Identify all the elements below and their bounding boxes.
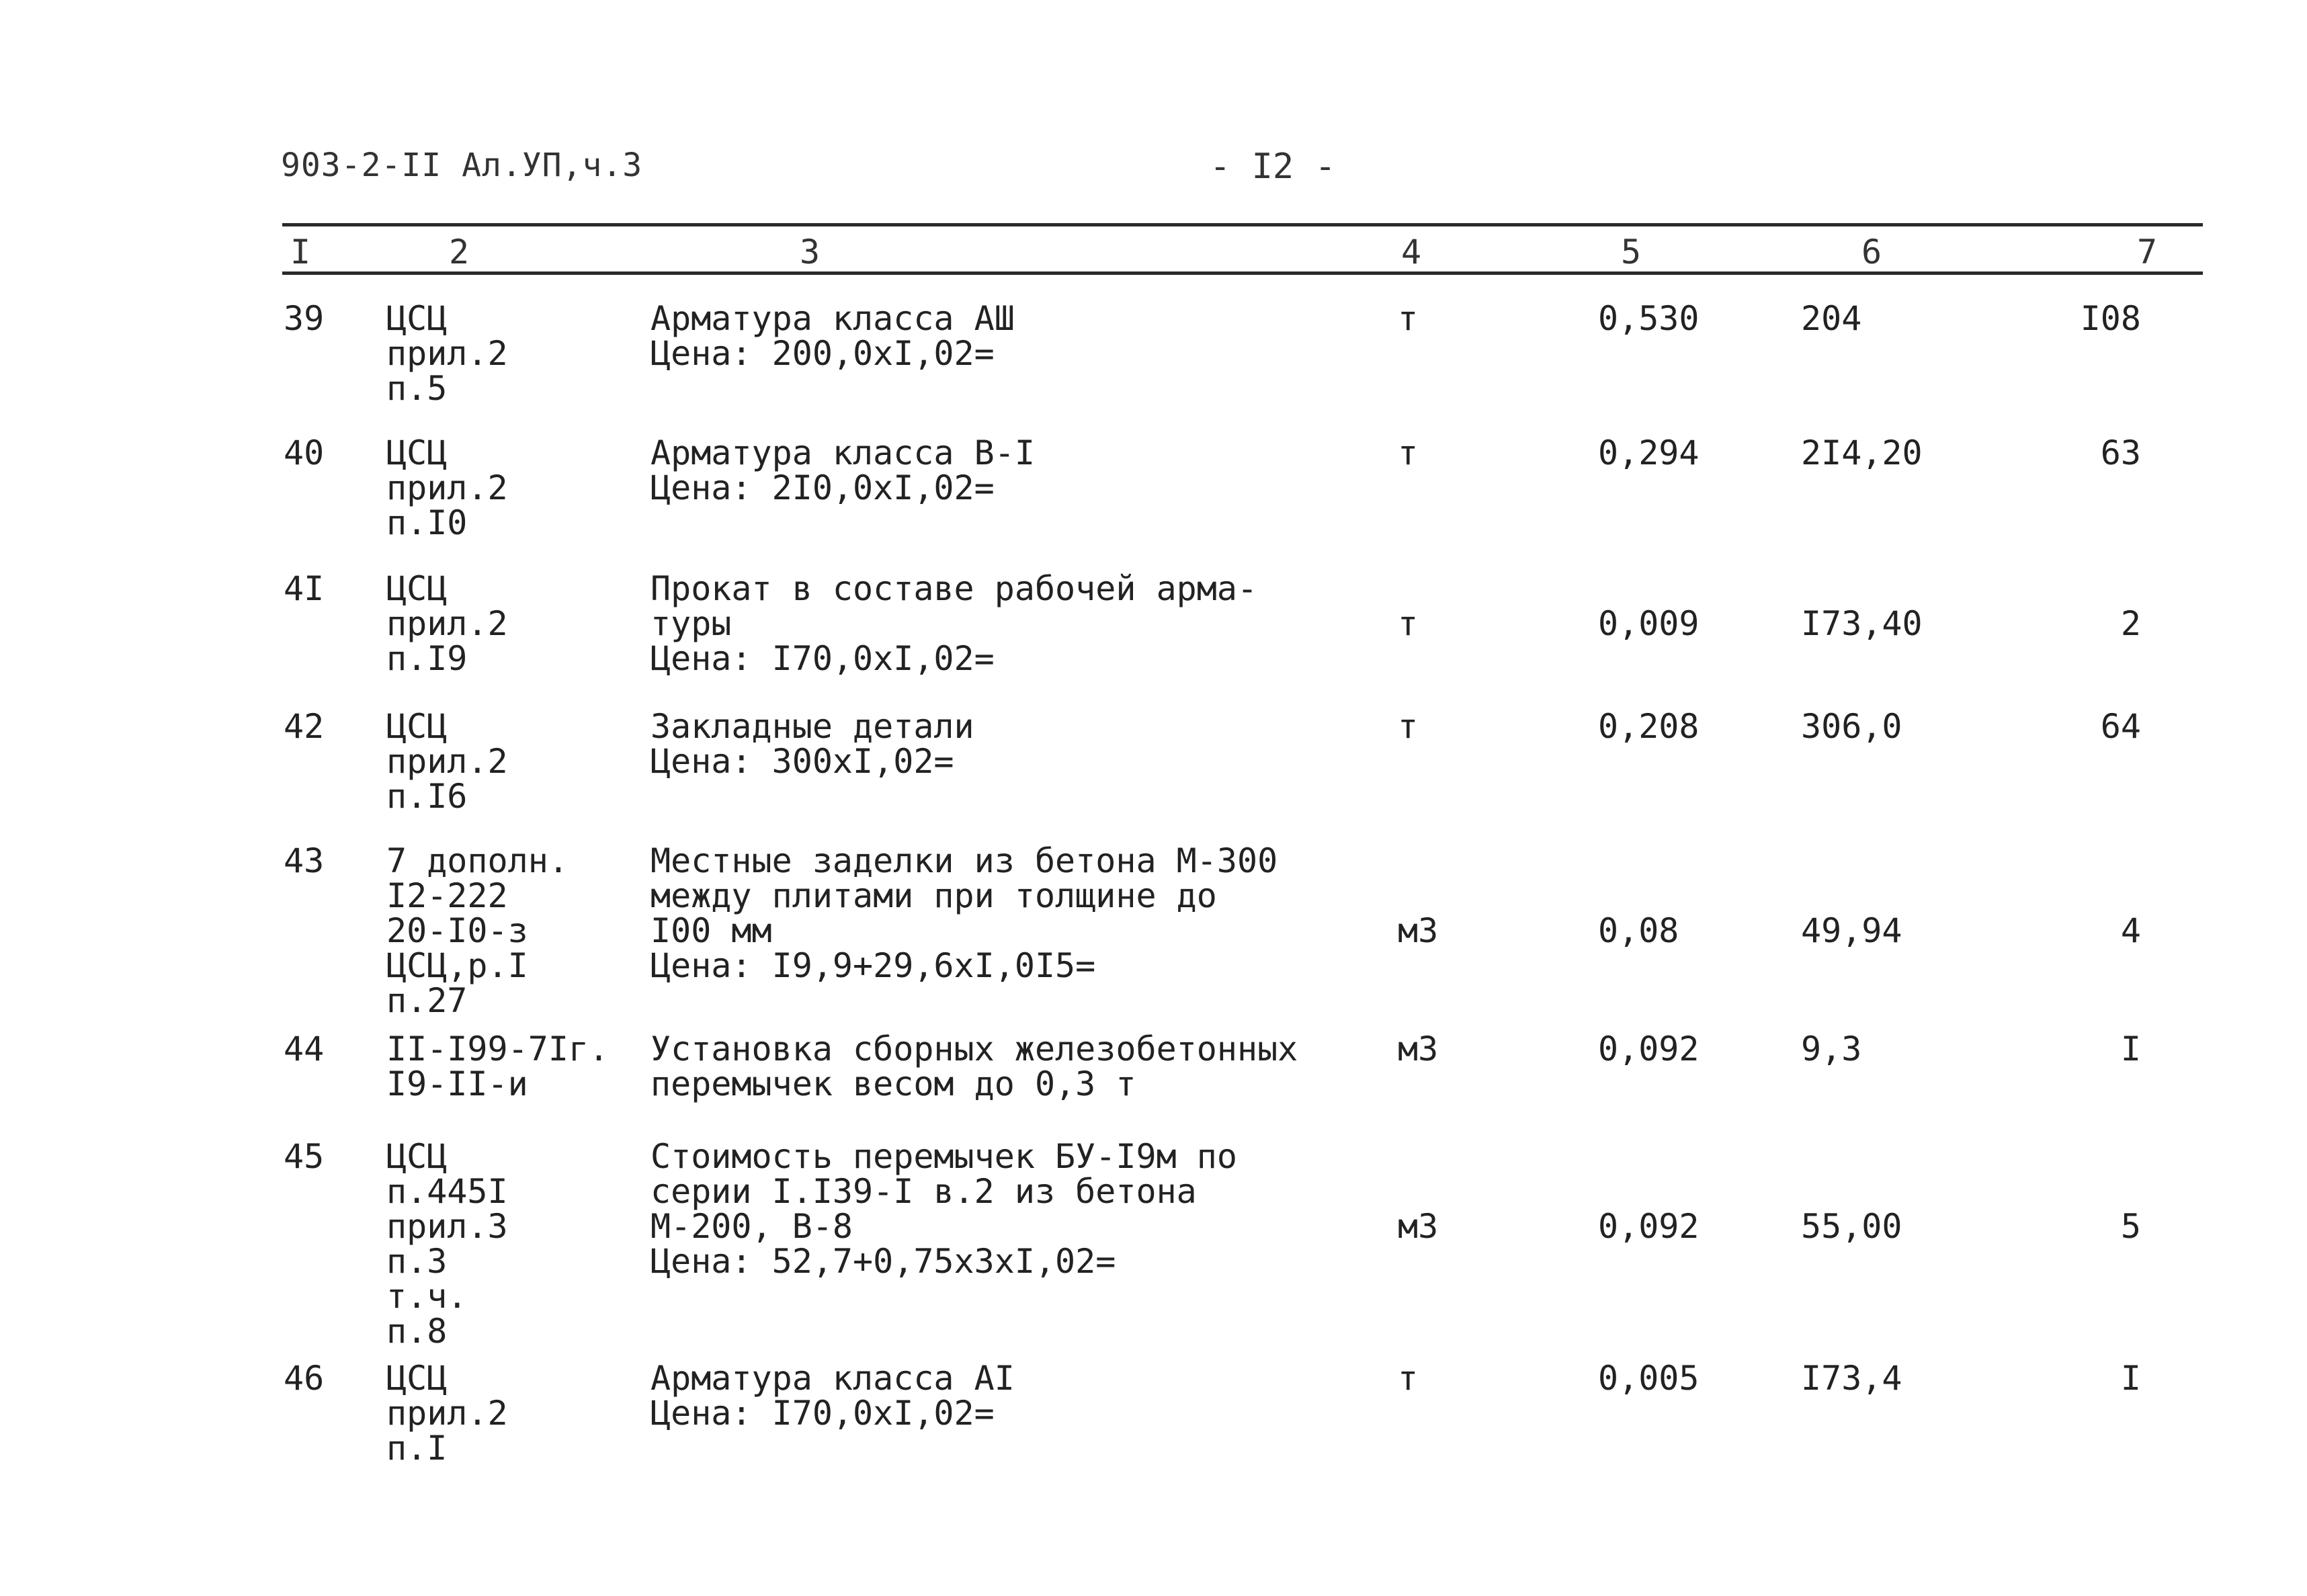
unit-cell: т	[1398, 707, 1419, 746]
reference-cell-line: п.I6	[386, 777, 468, 816]
description-cell	[651, 843, 1277, 983]
column-header-3: 3	[800, 233, 821, 271]
table-header-rule	[282, 271, 2203, 275]
row-number: 46	[284, 1359, 325, 1398]
row-number: 44	[284, 1030, 325, 1068]
reference-cell-line: ЦСЦ	[386, 707, 448, 746]
column-header-7: 7	[2137, 233, 2158, 271]
reference-cell	[386, 843, 569, 1018]
reference-cell-line: ЦСЦ	[386, 1359, 448, 1398]
unit-cell: т	[1398, 604, 1419, 643]
reference-cell-line: II-I99-7Iг.	[386, 1030, 610, 1068]
reference-cell-line: I2-222	[386, 876, 508, 915]
description-cell-line: туры	[651, 604, 732, 643]
total-cost-cell: I	[2120, 1030, 2141, 1068]
unit-cell: т	[1398, 1359, 1419, 1398]
column-header-5: 5	[1621, 233, 1642, 271]
reference-cell-line: 20-I0-з	[386, 911, 528, 950]
column-header-4: 4	[1401, 233, 1422, 271]
reference-cell-line: п.27	[386, 981, 468, 1020]
row-number: 40	[284, 433, 325, 472]
description-cell	[651, 709, 974, 779]
description-cell-line: Цена: I70,0хI,02=	[651, 1394, 995, 1433]
quantity-cell: 0,009	[1598, 604, 1700, 643]
description-cell-line: Цена: 52,7+0,75х3хI,02=	[651, 1242, 1116, 1281]
table-top-rule	[282, 223, 2203, 226]
reference-cell-line: п.I	[386, 1429, 448, 1468]
unit-price-cell: 2I4,20	[1801, 433, 1923, 472]
description-cell-line: Арматура класса АI	[651, 1359, 1015, 1398]
quantity-cell: 0,530	[1598, 299, 1700, 338]
description-cell-line: I00 мм	[651, 911, 772, 950]
unit-cell: м3	[1398, 911, 1439, 950]
reference-cell	[386, 1032, 609, 1101]
reference-cell-line: т.ч.	[386, 1277, 468, 1316]
column-header-6: 6	[1861, 233, 1882, 271]
description-cell-line: между плитами при толщине до	[651, 876, 1217, 915]
row-number: 4I	[284, 569, 325, 608]
row-number: 42	[284, 707, 325, 746]
reference-cell-line: п.I0	[386, 503, 468, 542]
reference-cell-line: ЦСЦ	[386, 299, 448, 338]
description-cell	[651, 1361, 1015, 1431]
reference-cell	[386, 301, 508, 406]
reference-cell-line: 7 дополн.	[386, 841, 569, 880]
reference-cell-line: прил.3	[386, 1207, 508, 1246]
reference-cell-line: ЦСЦ	[386, 433, 448, 472]
reference-cell	[386, 709, 508, 814]
reference-cell-line: прил.2	[386, 334, 508, 373]
page-number: - I2 -	[1210, 146, 1336, 187]
description-cell-line: М-200, В-8	[651, 1207, 853, 1246]
reference-cell-line: прил.2	[386, 1394, 508, 1433]
unit-price-cell: I73,40	[1801, 604, 1923, 643]
description-cell-line: Цена: 2I0,0хI,02=	[651, 468, 995, 507]
row-number: 39	[284, 299, 325, 338]
description-cell-line: серии I.I39-I в.2 из бетона	[651, 1172, 1197, 1211]
reference-cell	[386, 435, 508, 540]
column-header-2: 2	[449, 233, 470, 271]
unit-price-cell: I73,4	[1801, 1359, 1902, 1398]
unit-cell: т	[1398, 433, 1419, 472]
total-cost-cell: 5	[2120, 1207, 2141, 1246]
total-cost-cell: 4	[2120, 911, 2141, 950]
total-cost-cell: 2	[2120, 604, 2141, 643]
total-cost-cell: 64	[2100, 707, 2141, 746]
quantity-cell: 0,08	[1598, 911, 1679, 950]
unit-price-cell: 55,00	[1801, 1207, 1902, 1246]
unit-cell: м3	[1398, 1030, 1439, 1068]
row-number: 45	[284, 1137, 325, 1176]
description-cell-line: Цена: I70,0хI,02=	[651, 639, 995, 678]
reference-cell-line: п.5	[386, 369, 448, 408]
reference-cell-line: п.3	[386, 1242, 448, 1281]
unit-cell: м3	[1398, 1207, 1439, 1246]
reference-cell-line: ЦСЦ,р.I	[386, 946, 528, 985]
unit-price-cell: 204	[1801, 299, 1862, 338]
reference-cell-line: п.8	[386, 1312, 448, 1351]
total-cost-cell: I08	[2080, 299, 2141, 338]
description-cell	[651, 1032, 1298, 1101]
unit-price-cell: 9,3	[1801, 1030, 1862, 1068]
total-cost-cell: I	[2120, 1359, 2141, 1398]
description-cell-line: Цена: I9,9+29,6хI,0I5=	[651, 946, 1096, 985]
description-cell-line: Прокат в составе рабочей арма-	[651, 569, 1258, 608]
description-cell-line: Закладные детали	[651, 707, 974, 746]
unit-price-cell: 49,94	[1801, 911, 1902, 950]
reference-cell-line: ЦСЦ	[386, 1137, 448, 1176]
total-cost-cell: 63	[2100, 433, 2141, 472]
row-number: 43	[284, 841, 325, 880]
reference-cell-line: I9-II-и	[386, 1064, 528, 1103]
quantity-cell: 0,092	[1598, 1030, 1700, 1068]
description-cell	[651, 301, 1015, 371]
description-cell-line: Цена: 300хI,02=	[651, 742, 954, 781]
unit-price-cell: 306,0	[1801, 707, 1902, 746]
reference-cell	[386, 1139, 508, 1349]
description-cell-line: Арматура класса АШ	[651, 299, 1015, 338]
description-cell	[651, 1139, 1237, 1279]
column-header-1: I	[290, 233, 311, 271]
description-cell-line: Установка сборных железобетонных	[651, 1030, 1298, 1068]
description-cell-line: Стоимость перемычек БУ-I9м по	[651, 1137, 1237, 1176]
quantity-cell: 0,294	[1598, 433, 1700, 472]
reference-cell-line: ЦСЦ	[386, 569, 448, 608]
description-cell-line: Цена: 200,0хI,02=	[651, 334, 995, 373]
quantity-cell: 0,208	[1598, 707, 1700, 746]
reference-cell-line: п.I9	[386, 639, 468, 678]
reference-cell-line: прил.2	[386, 468, 508, 507]
reference-cell-line: п.445I	[386, 1172, 508, 1211]
reference-cell-line: прил.2	[386, 742, 508, 781]
document-code: 903-2-II Ал.УП,ч.3	[281, 146, 643, 184]
quantity-cell: 0,092	[1598, 1207, 1700, 1246]
description-cell-line: перемычек весом до 0,3 т	[651, 1064, 1136, 1103]
reference-cell	[386, 571, 508, 676]
reference-cell	[386, 1361, 508, 1466]
description-cell	[651, 571, 1257, 676]
quantity-cell: 0,005	[1598, 1359, 1700, 1398]
unit-cell: т	[1398, 299, 1419, 338]
description-cell-line: Местные заделки из бетона М-300	[651, 841, 1278, 880]
description-cell-line: Арматура класса В-I	[651, 433, 1035, 472]
description-cell	[651, 435, 1035, 505]
reference-cell-line: прил.2	[386, 604, 508, 643]
